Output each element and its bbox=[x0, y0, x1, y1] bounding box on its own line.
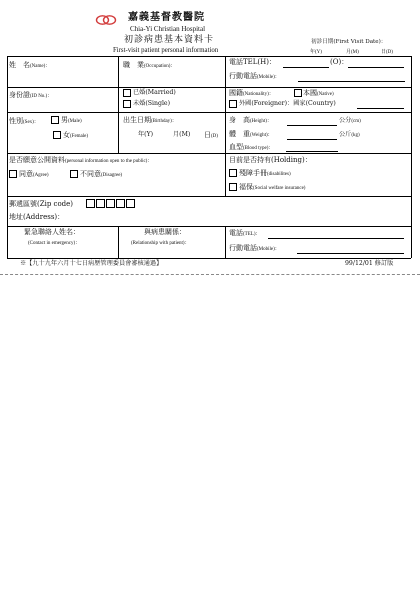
weight-label: 體 重(Weight)： bbox=[229, 130, 273, 138]
native-label: 本國(Native) bbox=[303, 89, 334, 97]
emergency-mobile-label: 行動電話(Mobile)： bbox=[229, 244, 280, 252]
male-checkbox[interactable] bbox=[51, 116, 59, 124]
tel-office-label: (O)： bbox=[330, 58, 349, 66]
mobile-field[interactable] bbox=[298, 81, 405, 82]
hospital-name-en: Chia-Yi Christian Hospital bbox=[130, 25, 206, 33]
foreigner-checkbox[interactable] bbox=[229, 100, 237, 108]
first-visit-year: 年(Y) bbox=[310, 50, 322, 55]
weight-unit: 公斤(kg) bbox=[339, 131, 360, 138]
public-consent-label: 是否願意公開資料(personal information open to the public)： bbox=[9, 156, 153, 164]
sex-label: 性別(Sex)： bbox=[9, 117, 39, 125]
revision-version: 99/12/01 修訂版 bbox=[345, 260, 394, 267]
tel-home-field[interactable] bbox=[283, 67, 329, 68]
birthday-month: 月(M) bbox=[173, 131, 191, 138]
single-checkbox[interactable] bbox=[123, 100, 131, 108]
id-label: 身份證(ID No.)： bbox=[9, 91, 53, 99]
birthday-year: 年(Y) bbox=[138, 131, 154, 138]
name-label: 姓 名(Name)： bbox=[9, 61, 51, 69]
mobile-label: 行動電話(Mobile)： bbox=[229, 72, 280, 80]
address-label: 地址(Address)： bbox=[9, 213, 65, 221]
married-checkbox[interactable] bbox=[123, 89, 131, 97]
birthday-label: 出生日期(Birthday)： bbox=[123, 116, 177, 124]
married-label: 已婚(Married) bbox=[133, 89, 176, 96]
cut-line bbox=[0, 274, 420, 275]
blood-type-field[interactable] bbox=[286, 151, 338, 152]
hospital-logo bbox=[95, 14, 117, 26]
first-visit-day: 日(D) bbox=[381, 50, 393, 55]
form-title-en: First-visit patient personal information bbox=[113, 47, 219, 54]
form-title-zh: 初診病患基本資料卡 bbox=[124, 35, 215, 45]
native-checkbox[interactable] bbox=[294, 89, 302, 97]
welfare-checkbox[interactable] bbox=[229, 183, 237, 191]
zip-digit-box[interactable] bbox=[86, 199, 95, 208]
agree-checkbox[interactable] bbox=[9, 170, 17, 178]
approval-note: ※【九十九年六月十七日病歷管理委員會審核通過】 bbox=[20, 260, 163, 267]
holding-label: 目前是否持有(Holding)： bbox=[229, 156, 312, 164]
weight-field[interactable] bbox=[287, 139, 337, 140]
emergency-mobile-field[interactable] bbox=[297, 253, 404, 254]
agree-label: 同意(Agree) bbox=[19, 170, 49, 178]
emergency-contact-label: 緊急聯絡人姓名： bbox=[24, 228, 80, 236]
female-label: 女(Female) bbox=[63, 131, 89, 139]
zip-digit-box[interactable] bbox=[116, 199, 125, 208]
country-field[interactable] bbox=[357, 108, 404, 109]
female-checkbox[interactable] bbox=[53, 131, 61, 139]
height-field[interactable] bbox=[287, 125, 337, 126]
zip-digit-box[interactable] bbox=[106, 199, 115, 208]
first-visit-label: 初診日期(First Visit Date)： bbox=[311, 39, 387, 45]
disability-label: 殘障手冊(disabilites) bbox=[239, 169, 291, 177]
emergency-tel-field[interactable] bbox=[268, 238, 404, 239]
hospital-name-zh: 嘉義基督教醫院 bbox=[128, 12, 205, 23]
zip-digit-box[interactable] bbox=[126, 199, 135, 208]
first-visit-month: 月(M) bbox=[346, 50, 359, 55]
emergency-contact-en: (Contact in emergency)： bbox=[28, 241, 81, 246]
relationship-en: (Relationship with patient)： bbox=[131, 241, 190, 246]
disability-checkbox[interactable] bbox=[229, 169, 237, 177]
zip-digit-box[interactable] bbox=[96, 199, 105, 208]
zip-code-label: 郵遞區號(Zip code) bbox=[9, 200, 74, 208]
disagree-label: 不同意(Disagree) bbox=[80, 170, 123, 178]
height-label: 身 高(Height)： bbox=[229, 116, 272, 124]
tel-office-field[interactable] bbox=[348, 67, 404, 68]
single-label: 未婚(Single) bbox=[133, 100, 171, 107]
welfare-label: 福保(Social welfare insurance) bbox=[239, 183, 306, 191]
male-label: 男(Male) bbox=[61, 116, 82, 124]
relationship-label: 與病患關係： bbox=[144, 228, 186, 236]
occupation-label: 職 業(Occupation)： bbox=[123, 61, 176, 69]
nationality-label: 國籍(Nationality)： bbox=[229, 89, 274, 97]
emergency-tel-label: 電話(TEL)： bbox=[229, 229, 261, 237]
birthday-day: 日(D) bbox=[204, 131, 218, 139]
height-unit: 公分(cm) bbox=[339, 117, 361, 124]
tel-home-label: 電話TEL(H)： bbox=[229, 58, 276, 66]
blood-type-label: 血型(Blood type)： bbox=[229, 143, 274, 151]
foreigner-label: 外國(Foreigner)：國家(Country) bbox=[239, 100, 336, 107]
disagree-checkbox[interactable] bbox=[70, 170, 78, 178]
